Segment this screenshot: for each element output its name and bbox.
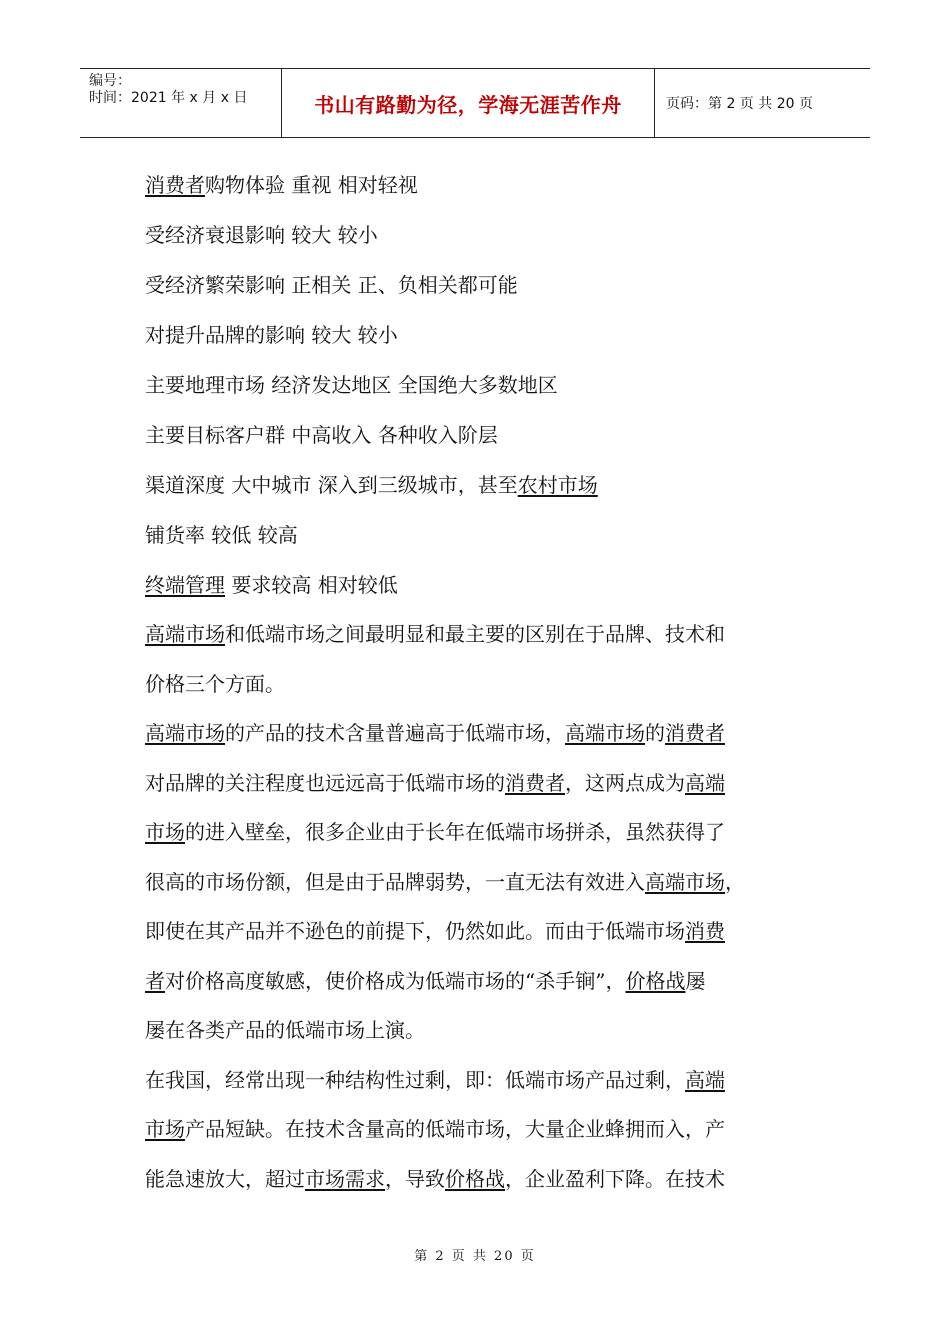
text-run: 很高的市场份额，但是由于品牌弱势，一直无法有效进入 [145, 869, 645, 894]
comparison-row [145, 360, 810, 410]
term-link[interactable]: 消费者 [145, 173, 205, 197]
number-label: 编号： [89, 73, 131, 89]
paragraphs [145, 610, 810, 1204]
comparison-rows [145, 160, 810, 610]
text-run: 的进入壁垒，很多企业由于长年在低端市场拼杀，虽然获得了 [185, 820, 725, 844]
comparison-row [145, 560, 810, 610]
comparison-row [145, 510, 810, 560]
page-header [80, 68, 870, 138]
paragraph-line [145, 660, 810, 710]
text-run: 的产品的技术含量普遍高于低端市场， [225, 721, 565, 745]
text-run: ，企业盈利下降。在技术 [505, 1166, 725, 1191]
text-run: 主要地理市场 经济发达地区 全国绝大多数地区 [145, 373, 558, 397]
term-link[interactable]: 消费者 [665, 721, 725, 745]
paragraph-line [145, 1155, 810, 1205]
term-link[interactable]: 消费者 [505, 770, 565, 795]
paragraph-line [145, 907, 810, 957]
paragraph-line [145, 808, 810, 858]
comparison-row [145, 460, 810, 510]
header-page-info: 页码：第 2 页 共 20 页 [666, 96, 813, 112]
paragraph [145, 709, 810, 1056]
paragraph-line [145, 957, 810, 1007]
paragraph-line [145, 858, 810, 908]
text-run: 和低端市场之间最明显和最主要的区别在于品牌、技术和 [225, 622, 725, 646]
time-label: 时间：2021 年 x 月 x 日 [89, 90, 248, 106]
term-link[interactable]: 终端管理 [145, 573, 225, 597]
term-link[interactable]: 农村市场 [517, 473, 598, 497]
term-link[interactable]: 市场 [145, 820, 185, 844]
text-run: 在我国，经常出现一种结构性过剩，即：低端市场产品过剩， [145, 1067, 685, 1092]
text-run: 铺货率 较低 较高 [145, 523, 298, 547]
page-footer: 第 2 页 共 20 页 [414, 1249, 536, 1264]
text-run: 受经济衰退影响 较大 较小 [145, 223, 378, 247]
comparison-row [145, 260, 810, 310]
text-run: 产品短缺。在技术含量高的低端市场，大量企业蜂拥而入，产 [185, 1117, 725, 1141]
paragraph-line [145, 1105, 810, 1155]
term-link[interactable]: 高端 [685, 1067, 725, 1092]
text-run: 屡 [685, 968, 706, 993]
comparison-row [145, 210, 810, 260]
term-link[interactable]: 高端市场 [645, 869, 725, 894]
term-link[interactable]: 价格战 [445, 1166, 505, 1191]
term-link[interactable]: 价格战 [625, 968, 686, 993]
term-link[interactable]: 者 [145, 968, 165, 993]
document-body [145, 160, 810, 1204]
text-run: 要求较高 相对较低 [225, 573, 398, 597]
text-run: 的 [645, 721, 665, 745]
paragraph-line [145, 709, 810, 759]
text-run: 即使在其产品并不逊色的前提下，仍然如此。而由于低端市场 [145, 919, 685, 943]
comparison-row [145, 310, 810, 360]
comparison-row [145, 160, 810, 210]
text-run: ，导致 [385, 1166, 445, 1191]
text-run: 能急速放大，超过 [145, 1166, 305, 1191]
paragraph [145, 1056, 810, 1205]
text-run: 对价格高度敏感，使价格成为低端市场的“杀手锏”， [165, 968, 626, 993]
comparison-row [145, 410, 810, 460]
text-run: 购物体验 重视 相对轻视 [205, 173, 418, 197]
paragraph-line [145, 759, 810, 809]
paragraph-line [145, 1056, 810, 1106]
term-link[interactable]: 高端市场 [145, 721, 225, 745]
text-run: 对提升品牌的影响 较大 较小 [145, 323, 398, 347]
text-run: ， [725, 869, 745, 894]
term-link[interactable]: 高端市场 [145, 622, 225, 646]
paragraph [145, 610, 810, 709]
header-motto: 书山有路勤为径，学海无涯苦作舟 [282, 69, 655, 137]
text-run: 屡在各类产品的低端市场上演。 [145, 1018, 425, 1042]
term-link[interactable]: 市场需求 [305, 1166, 385, 1191]
term-link[interactable]: 市场 [145, 1117, 185, 1141]
term-link[interactable]: 消费 [685, 919, 725, 943]
header-meta [80, 69, 282, 137]
paragraph-line [145, 610, 810, 660]
text-run: 受经济繁荣影响 正相关 正、负相关都可能 [145, 273, 518, 297]
term-link[interactable]: 高端市场 [565, 721, 645, 745]
text-run: 主要目标客户群 中高收入 各种收入阶层 [145, 423, 498, 447]
text-run: 对品牌的关注程度也远远高于低端市场的 [145, 770, 505, 795]
paragraph-line [145, 1006, 810, 1056]
text-run: ，这两点成为 [565, 770, 685, 795]
term-link[interactable]: 高端 [685, 770, 725, 795]
text-run: 渠道深度 大中城市 深入到三级城市，甚至 [145, 473, 518, 497]
text-run: 价格三个方面。 [145, 671, 285, 696]
